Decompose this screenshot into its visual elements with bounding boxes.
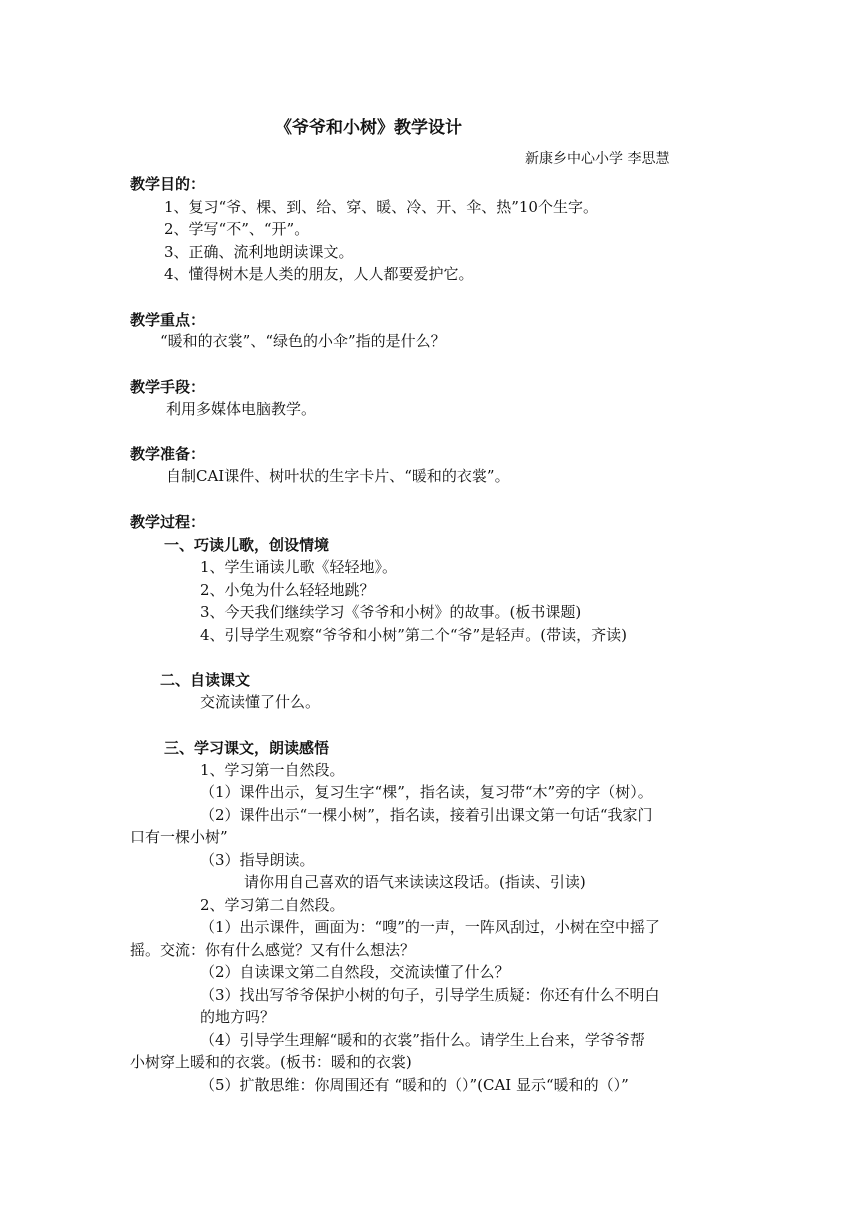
section-3-line: （1）课件出示，复习生字“棵”，指名读，复习带“木”旁的字（树）。 [200,783,653,801]
section-3-heading: 三、学习课文，朗读感悟 [164,739,330,757]
section-3-line: 口有一棵小树” [130,828,228,846]
author-line: 新康乡中心小学 李思慧 [525,151,670,167]
section-3-line: 1、学习第一自然段。 [200,761,345,779]
section-2-heading: 二、自读课文 [160,671,251,689]
goal-item-4: 4、懂得树木是人类的朋友，人人都要爱护它。 [164,265,474,283]
section-3-line: 请你用自己喜欢的语气来读读这段话。(指读、引读) [244,873,586,891]
focus-heading: 教学重点： [130,311,206,329]
section-1-item: 2、小兔为什么轻轻地跳？ [200,581,375,599]
section-3-line: 摇。交流：你有什么感觉？又有什么想法？ [130,941,416,959]
section-3-line: （4）引导学生理解“暖和的衣裳”指什么。请学生上台来，学爷爷帮 [200,1031,645,1049]
means-heading: 教学手段： [130,378,206,396]
section-3-line: （3）找出写爷爷保护小树的句子，引导学生质疑：你还有什么不明白 [200,986,660,1004]
section-3-line: （1）出示课件，画面为：“嗖”的一声，一阵风刮过，小树在空中摇了 [200,918,660,936]
goal-item-1: 1、复习“爷、棵、到、给、穿、暖、冷、开、伞、热”10个生字。 [164,198,598,216]
section-1-item: 3、今天我们继续学习《爷爷和小树》的故事。(板书课题) [200,603,582,621]
section-3-line: 的地方吗？ [200,1008,276,1026]
section-3-line: 2、学习第二自然段。 [200,896,345,914]
section-3-line: （3）指导朗读。 [200,851,315,869]
goal-item-2: 2、学写“不”、“开”。 [164,220,310,238]
goals-heading: 教学目的： [130,175,206,193]
section-1-item: 4、引导学生观察“爷爷和小树”第二个“爷”是轻声。(带读，齐读) [200,626,627,644]
process-heading: 教学过程： [130,513,206,531]
section-3-line: （2）自读课文第二自然段，交流读懂了什么？ [200,963,510,981]
prep-text: 自制CAI课件、树叶状的生字卡片、“暖和的衣裳”。 [166,467,510,485]
section-3-line: （2）课件出示“一棵小树”，指名读，接着引出课文第一句话“我家门 [200,806,653,824]
section-1-item: 1、学生诵读儿歌《轻轻地》。 [200,558,398,576]
goal-item-3: 3、正确、流利地朗读课文。 [164,243,354,261]
page-title: 《爷爷和小树》教学设计 [275,118,462,138]
section-2-text: 交流读懂了什么。 [200,693,321,711]
focus-text: “暖和的衣裳”、“绿色的小伞”指的是什么？ [160,332,446,350]
section-3-line: 小树穿上暖和的衣裳。(板书：暖和的衣裳) [130,1053,412,1071]
means-text: 利用多媒体电脑教学。 [166,400,317,418]
section-1-heading: 一、巧读儿歌，创设情境 [164,536,330,554]
prep-heading: 教学准备： [130,445,206,463]
section-3-line: （5）扩散思维：你周围还有 “暖和的（）”(CAI 显示“暖和的（）” [200,1076,629,1094]
